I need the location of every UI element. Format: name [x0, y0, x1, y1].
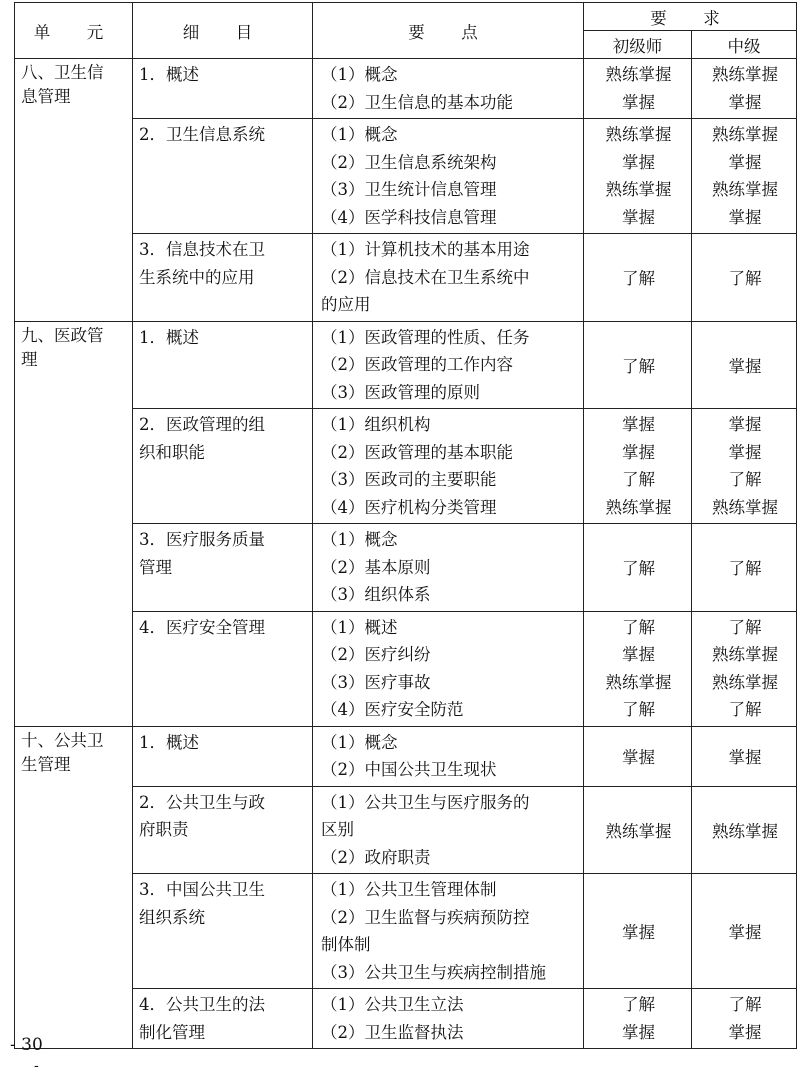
- points-cell: [313, 234, 584, 322]
- unit-title-line: 八、卫生信: [21, 63, 104, 82]
- junior-cell: 了解: [584, 234, 692, 322]
- item-cell: [133, 234, 313, 322]
- point-line: （1）概念: [321, 530, 398, 549]
- item-title-line: 2．医政管理的组: [139, 415, 265, 434]
- table-row: [15, 234, 797, 322]
- point-line: （1）公共卫生管理体制: [321, 880, 497, 899]
- page-trailing-dash: -: [34, 1058, 39, 1074]
- junior-cell: 了解: [584, 524, 692, 612]
- intermediate-level: 掌握: [728, 1022, 762, 1042]
- intermediate-cell: 掌握: [692, 874, 797, 989]
- header-junior: 初级师: [584, 31, 692, 59]
- table-header: [15, 3, 797, 59]
- item-cell: [133, 409, 313, 524]
- intermediate-level: 熟练掌握: [712, 65, 778, 84]
- intermediate-cell: 了解: [692, 524, 797, 612]
- junior-level: 掌握: [622, 415, 655, 434]
- unit-title-line: 九、医政管: [21, 325, 104, 345]
- point-line: （1）组织机构: [321, 415, 431, 434]
- intermediate-cell: [692, 59, 797, 119]
- intermediate-level: 了解: [728, 617, 762, 637]
- point-line: 区别: [321, 820, 354, 839]
- point-line: （1）概述: [321, 617, 398, 637]
- point-line: （2）医政管理的工作内容: [321, 355, 513, 374]
- point-line: （4）医疗安全防范: [321, 700, 464, 719]
- syllabus-table: [14, 2, 797, 1049]
- item-title-line: 1．概述: [139, 65, 199, 84]
- item-title-line: 府职责: [139, 820, 189, 839]
- point-line: （1）公共卫生与医疗服务的: [321, 792, 530, 812]
- table-row: [15, 786, 797, 874]
- table-row: [15, 524, 797, 612]
- junior-level: 了解: [622, 995, 655, 1014]
- point-line: （3）卫生统计信息管理: [321, 180, 497, 199]
- table-row: [15, 119, 797, 234]
- intermediate-level: 熟练掌握: [712, 180, 778, 199]
- item-title-line: 1．概述: [139, 732, 199, 752]
- junior-level: 熟练掌握: [605, 125, 672, 144]
- unit-title-line: 理: [21, 349, 38, 369]
- item-cell: [133, 786, 313, 874]
- header-item: 细 目: [133, 3, 313, 59]
- point-line: （2）卫生监督执法: [321, 1022, 464, 1042]
- intermediate-level: 了解: [728, 470, 762, 489]
- point-line: （2）卫生信息的基本功能: [321, 92, 513, 112]
- intermediate-level: 熟练掌握: [712, 645, 778, 664]
- point-line: （1）概念: [321, 125, 398, 144]
- points-cell: [313, 874, 584, 989]
- point-line: （3）医政司的主要职能: [321, 470, 497, 489]
- point-line: （1）医政管理的性质、任务: [321, 327, 530, 347]
- points-cell: [313, 321, 584, 409]
- item-title-line: 织和职能: [139, 442, 205, 462]
- table-row: [15, 989, 797, 1049]
- junior-cell: [584, 119, 692, 234]
- item-cell: [133, 989, 313, 1049]
- intermediate-level: 掌握: [728, 92, 762, 112]
- junior-level: 掌握: [622, 442, 655, 462]
- point-line: （3）医政管理的原则: [321, 382, 480, 402]
- junior-cell: 掌握: [584, 726, 692, 786]
- points-cell: [313, 59, 584, 119]
- item-title-line: 2．公共卫生与政: [139, 792, 265, 812]
- point-line: 制体制: [321, 935, 371, 954]
- intermediate-level: 了解: [728, 995, 762, 1014]
- point-line: （4）医学科技信息管理: [321, 207, 497, 227]
- item-title-line: 生系统中的应用: [139, 267, 255, 287]
- intermediate-cell: 掌握: [692, 726, 797, 786]
- intermediate-level: 掌握: [728, 415, 762, 434]
- table-body: [15, 59, 797, 1049]
- item-title-line: 3．中国公共卫生: [139, 880, 265, 899]
- point-line: （1）计算机技术的基本用途: [321, 240, 530, 259]
- intermediate-cell: [692, 409, 797, 524]
- item-title-line: 制化管理: [139, 1022, 205, 1042]
- unit-title-line: 生管理: [21, 754, 71, 774]
- item-title-line: 3．医疗服务质量: [139, 530, 265, 549]
- intermediate-level: 掌握: [728, 207, 762, 227]
- unit-cell: [15, 59, 133, 322]
- item-title-line: 2．卫生信息系统: [139, 125, 265, 144]
- intermediate-level: 熟练掌握: [712, 497, 778, 517]
- table-row: [15, 59, 797, 119]
- intermediate-cell: [692, 989, 797, 1049]
- junior-level: 掌握: [622, 92, 655, 112]
- item-title-line: 3．信息技术在卫: [139, 240, 265, 259]
- item-title-line: 4．医疗安全管理: [139, 617, 265, 637]
- junior-level: 了解: [622, 470, 655, 489]
- points-cell: [313, 119, 584, 234]
- intermediate-level: 熟练掌握: [712, 672, 778, 692]
- item-title-line: 4．公共卫生的法: [139, 995, 265, 1014]
- junior-level: 熟练掌握: [605, 65, 672, 84]
- points-cell: [313, 409, 584, 524]
- point-line: （3）医疗事故: [321, 672, 431, 692]
- point-line: （3）公共卫生与疾病控制措施: [321, 962, 546, 982]
- junior-cell: 掌握: [584, 874, 692, 989]
- point-line: （2）卫生监督与疾病预防控: [321, 907, 530, 927]
- item-title-line: 1．概述: [139, 327, 199, 347]
- intermediate-cell: 熟练掌握: [692, 786, 797, 874]
- intermediate-level: 掌握: [728, 442, 762, 462]
- item-cell: [133, 119, 313, 234]
- junior-level: 熟练掌握: [605, 672, 672, 692]
- page-number: - 30: [10, 1035, 43, 1055]
- item-cell: [133, 321, 313, 409]
- unit-title-line: 息管理: [21, 87, 71, 106]
- points-cell: [313, 786, 584, 874]
- item-cell: [133, 726, 313, 786]
- junior-level: 掌握: [622, 152, 655, 172]
- junior-level: 掌握: [622, 207, 655, 227]
- junior-cell: [584, 989, 692, 1049]
- junior-level: 了解: [622, 617, 655, 637]
- table-row: [15, 874, 797, 989]
- item-cell: [133, 874, 313, 989]
- item-cell: [133, 59, 313, 119]
- table-row: [15, 409, 797, 524]
- point-line: （2）医疗纠纷: [321, 645, 431, 664]
- header-unit: 单 元: [15, 3, 133, 59]
- intermediate-cell: [692, 119, 797, 234]
- intermediate-cell: [692, 611, 797, 726]
- point-line: （3）组织体系: [321, 585, 431, 604]
- unit-cell: [15, 321, 133, 726]
- table-row: [15, 321, 797, 409]
- unit-title-line: 十、公共卫: [21, 730, 104, 750]
- item-title-line: 组织系统: [139, 907, 205, 927]
- junior-level: 掌握: [622, 645, 655, 664]
- junior-cell: [584, 611, 692, 726]
- junior-level: 熟练掌握: [605, 497, 672, 517]
- junior-level: 熟练掌握: [605, 180, 672, 199]
- junior-level: 了解: [622, 700, 655, 719]
- point-line: （1）概念: [321, 732, 398, 752]
- intermediate-level: 了解: [728, 700, 762, 719]
- intermediate-level: 熟练掌握: [712, 125, 778, 144]
- junior-cell: 熟练掌握: [584, 786, 692, 874]
- header-intermediate: 中级: [692, 31, 797, 59]
- point-line: 的应用: [321, 295, 371, 314]
- item-title-line: 管理: [139, 557, 172, 577]
- point-line: （1）概念: [321, 65, 398, 84]
- junior-level: 掌握: [622, 1022, 655, 1042]
- unit-cell: [15, 726, 133, 1049]
- item-cell: [133, 611, 313, 726]
- point-line: （2）基本原则: [321, 557, 431, 577]
- point-line: （1）公共卫生立法: [321, 995, 464, 1014]
- header-requirement: 要 求: [584, 3, 797, 31]
- points-cell: [313, 989, 584, 1049]
- point-line: （2）卫生信息系统架构: [321, 152, 497, 172]
- intermediate-cell: 掌握: [692, 321, 797, 409]
- point-line: （4）医疗机构分类管理: [321, 497, 497, 517]
- points-cell: [313, 611, 584, 726]
- intermediate-cell: 了解: [692, 234, 797, 322]
- table-row: [15, 726, 797, 786]
- point-line: （2）政府职责: [321, 847, 431, 867]
- item-cell: [133, 524, 313, 612]
- junior-cell: [584, 59, 692, 119]
- table-row: [15, 611, 797, 726]
- points-cell: [313, 726, 584, 786]
- intermediate-level: 掌握: [728, 152, 762, 172]
- junior-cell: [584, 409, 692, 524]
- junior-cell: 了解: [584, 321, 692, 409]
- point-line: （2）信息技术在卫生系统中: [321, 267, 530, 287]
- point-line: （2）医政管理的基本职能: [321, 442, 513, 462]
- point-line: （2）中国公共卫生现状: [321, 760, 497, 779]
- points-cell: [313, 524, 584, 612]
- header-points: 要 点: [313, 3, 584, 59]
